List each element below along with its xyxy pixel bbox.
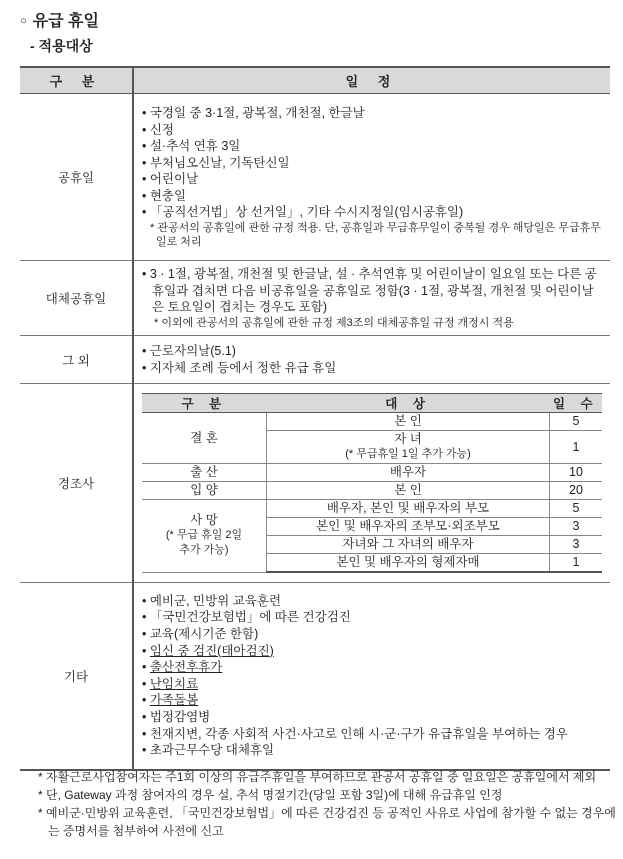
category-death: 사 망 bbox=[190, 513, 218, 528]
row-label: 대체공휴일 bbox=[20, 261, 133, 336]
family-events-table bbox=[142, 393, 602, 573]
paid-holiday-table bbox=[20, 66, 610, 771]
list-item: • 현충일 bbox=[142, 188, 602, 205]
list-item: • 예비군, 민방위 교육훈련 bbox=[142, 593, 602, 610]
inner-header-category: 구 분 bbox=[142, 394, 267, 413]
target: 본 인 bbox=[267, 482, 550, 500]
days: 10 bbox=[550, 464, 603, 482]
list-item: • 출산전후휴가 bbox=[142, 659, 602, 676]
row-substitute-holidays bbox=[20, 261, 610, 336]
category-marriage: 결 혼 bbox=[142, 413, 267, 464]
list-item: • 신정 bbox=[142, 122, 602, 139]
header-category: 구 분 bbox=[20, 67, 133, 94]
list-item: • 초과근무수당 대체휴일 bbox=[142, 742, 602, 759]
footnotes bbox=[38, 768, 623, 840]
category-birth: 출 산 bbox=[142, 464, 267, 482]
days: 3 bbox=[550, 536, 603, 554]
row-label: 공휴일 bbox=[20, 94, 133, 261]
row-label: 그 외 bbox=[20, 336, 133, 384]
note: * 이외에 관공서의 공휴일에 관한 규정 제3조의 대체공휴일 규정 개정시 적용 bbox=[154, 316, 514, 329]
footnote: * 단, Gateway 과정 참여자의 경우 설, 추석 명절기간(당일 포함 3일)에 대해 유급휴일 인정 bbox=[38, 788, 503, 802]
section-title bbox=[20, 8, 99, 31]
inner-header-target: 대 상 bbox=[267, 394, 550, 413]
note: * 관공서의 공휴일에 관한 규정 적용. 단, 공휴일과 무급휴무일이 중복될 경우 해당일은 무급휴무일로 처리 bbox=[150, 222, 601, 249]
list-item: • 「공직선거법」상 선거일」, 기타 수시지정일(임시공휴일) bbox=[142, 204, 602, 221]
row-label: 기타 bbox=[20, 583, 133, 770]
list-item: • 교육(제시기준 한함) bbox=[142, 626, 602, 643]
list-item: • 근로자의날(5.1) bbox=[142, 343, 602, 360]
circle-bullet-icon: ○ bbox=[20, 15, 27, 27]
list-item: • 3 · 1절, 광복절, 개천절 및 한글날, 설 · 추석연휴 및 어린이날이 일요일 또는 다른 공휴일과 겹치면 다음 비공휴일을 공휴일로 정함(3 · 1절, 광복절, 개천절 및 어린이날은 토요일이 겹치는 경우도 포함) bbox=[142, 266, 602, 316]
list-item: • 부처님오신날, 기독탄신일 bbox=[142, 155, 602, 172]
days: 3 bbox=[550, 518, 603, 536]
row-others bbox=[20, 336, 610, 384]
days: 1 bbox=[550, 431, 603, 464]
subsection-title: - 적용대상 bbox=[30, 38, 93, 54]
table-row bbox=[142, 413, 602, 431]
list-item: • 어린이날 bbox=[142, 171, 602, 188]
list-item: • 국경일 중 3·1절, 광복절, 개천절, 한글날 bbox=[142, 105, 602, 122]
list-item: • 천재지변, 각종 사회적 사건·사고로 인해 시·군·구가 유급휴일을 부여하는 경우 bbox=[142, 726, 602, 743]
list-item: • 「국민건강보험법」에 따른 건강검진 bbox=[142, 609, 602, 626]
table-row bbox=[142, 500, 602, 518]
footnote: * 자활근로사업참여자는 주1회 이상의 유급주휴일을 부여하므로 관공서 공휴일 중 일요일은 공휴일에서 제외 bbox=[38, 770, 597, 784]
days: 5 bbox=[550, 500, 603, 518]
row-public-holidays bbox=[20, 94, 610, 261]
table-row bbox=[142, 464, 602, 482]
target-note: (* 무급휴일 1일 추가 가능) bbox=[345, 448, 471, 460]
table-row bbox=[142, 482, 602, 500]
list-item: • 지자체 조례 등에서 정한 유급 휴일 bbox=[142, 360, 602, 377]
category-adoption: 입 양 bbox=[142, 482, 267, 500]
target: 자 녀 bbox=[394, 432, 422, 446]
target: 본인 및 배우자의 조부모·외조부모 bbox=[267, 518, 550, 536]
footnote: * 예비군·민방위 교육훈련, 「국민건강보험법」에 따른 건강검진 등 공적인 사유로 사업에 참가할 수 없는 경우에는 증명서를 첨부하여 사전에 신고 bbox=[38, 806, 616, 838]
target: 자녀와 그 자녀의 배우자 bbox=[267, 536, 550, 554]
list-item: • 법정감염병 bbox=[142, 709, 602, 726]
list-item: • 가족돌봄 bbox=[142, 692, 602, 709]
target: 배우자 bbox=[267, 464, 550, 482]
days: 5 bbox=[550, 413, 603, 431]
row-family-events bbox=[20, 384, 610, 583]
target: 본 인 bbox=[267, 413, 550, 431]
row-label: 경조사 bbox=[20, 384, 133, 583]
list-item: • 난임치료 bbox=[142, 676, 602, 693]
days: 1 bbox=[550, 554, 603, 573]
days: 20 bbox=[550, 482, 603, 500]
header-schedule: 일 정 bbox=[133, 67, 610, 94]
target: 배우자, 본인 및 배우자의 부모 bbox=[267, 500, 550, 518]
section-title-text: 유급 휴일 bbox=[32, 13, 99, 30]
list-item: • 설·추석 연휴 3일 bbox=[142, 138, 602, 155]
row-etc bbox=[20, 583, 610, 770]
inner-header-days: 일 수 bbox=[550, 394, 603, 413]
target: 본인 및 배우자의 형제자매 bbox=[267, 554, 550, 573]
category-note: (* 무급 휴일 2일 추가 가능) bbox=[165, 529, 243, 557]
list-item: • 임신 중 검진(태아검진) bbox=[142, 643, 602, 660]
